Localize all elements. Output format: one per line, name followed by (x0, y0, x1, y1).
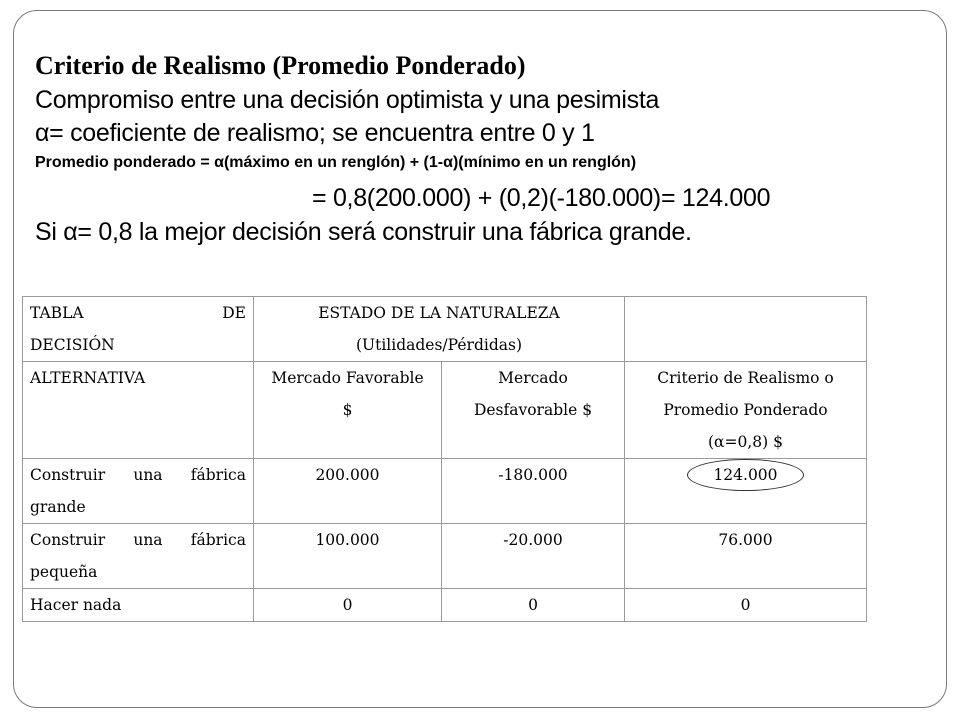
realism-value: 0 (625, 589, 867, 622)
empty-header-cell (625, 297, 867, 362)
alternative-line1 (30, 524, 246, 556)
unfavorable-value: -180.000 (442, 459, 625, 524)
decision-table-wrap (22, 296, 867, 622)
favorable-header (254, 362, 442, 459)
text-block (35, 48, 925, 249)
unfavorable-value: 0 (442, 589, 625, 622)
compromise-line: Compromiso entre una decisión optimista y una pesimista (35, 86, 660, 114)
corner-line2: DECISIÓN (30, 336, 115, 354)
alternative-header (23, 362, 254, 459)
alternative-cell (23, 524, 254, 589)
table-row (23, 524, 867, 589)
conclusion-line: Si α= 0,8 la mejor decisión será construir una fábrica grande. (35, 218, 692, 246)
corner-cell (23, 297, 254, 362)
alternative-header-label: ALTERNATIVA (30, 369, 146, 387)
table-row (23, 459, 867, 524)
best-decision-circle: 124.000 (687, 459, 803, 491)
alternative-line2: pequeña (30, 563, 98, 581)
alternative-line1 (30, 459, 246, 491)
table-subheader-row (23, 362, 867, 459)
alternative-cell: Hacer nada (23, 589, 254, 622)
favorable-value: 100.000 (254, 524, 442, 589)
formula-line: Promedio ponderado = α(máximo en un renglón) + (1-α)(mínimo en un renglón) (35, 154, 637, 171)
alt-word: Construir (30, 466, 106, 484)
state-of-nature-header (254, 297, 625, 362)
unfavorable-header-line1: Mercado (498, 369, 568, 387)
table-row (23, 589, 867, 622)
unfavorable-header (442, 362, 625, 459)
realism-header (625, 362, 867, 459)
corner-word-de: DE (222, 304, 246, 322)
corner-word-tabla: TABLA (30, 304, 84, 322)
alpha-definition: α= coeficiente de realismo; se encuentra entre 0 y 1 (35, 119, 595, 147)
realism-header-line3: (α=0,8) $ (708, 433, 783, 451)
alternative-line2: grande (30, 498, 86, 516)
calculation-line: = 0,8(200.000) + (0,2)(-180.000)= 124.000 (312, 184, 771, 212)
alternative-cell (23, 459, 254, 524)
favorable-header-line1: Mercado Favorable (271, 369, 424, 387)
alt-word: una (133, 466, 163, 484)
alt-word: una (133, 531, 163, 549)
realism-header-line1: Criterio de Realismo o (657, 369, 834, 387)
alt-word: Construir (30, 531, 106, 549)
slide-title: Criterio de Realismo (Promedio Ponderado) (35, 51, 526, 80)
state-header-line2: (Utilidades/Pérdidas) (355, 336, 522, 354)
realism-value: 76.000 (625, 524, 867, 589)
alt-word: fábrica (190, 466, 246, 484)
realism-header-line2: Promedio Ponderado (663, 401, 828, 419)
corner-line1 (30, 297, 246, 329)
favorable-value: 200.000 (254, 459, 442, 524)
alt-word: fábrica (190, 531, 246, 549)
state-header-line1: ESTADO DE LA NATURALEZA (318, 304, 560, 322)
unfavorable-header-line2: Desfavorable $ (473, 401, 593, 419)
table-header-row (23, 297, 867, 362)
realism-value-cell (625, 459, 867, 524)
unfavorable-value: -20.000 (442, 524, 625, 589)
decision-table (22, 296, 867, 622)
favorable-header-line2: $ (342, 401, 353, 419)
favorable-value: 0 (254, 589, 442, 622)
